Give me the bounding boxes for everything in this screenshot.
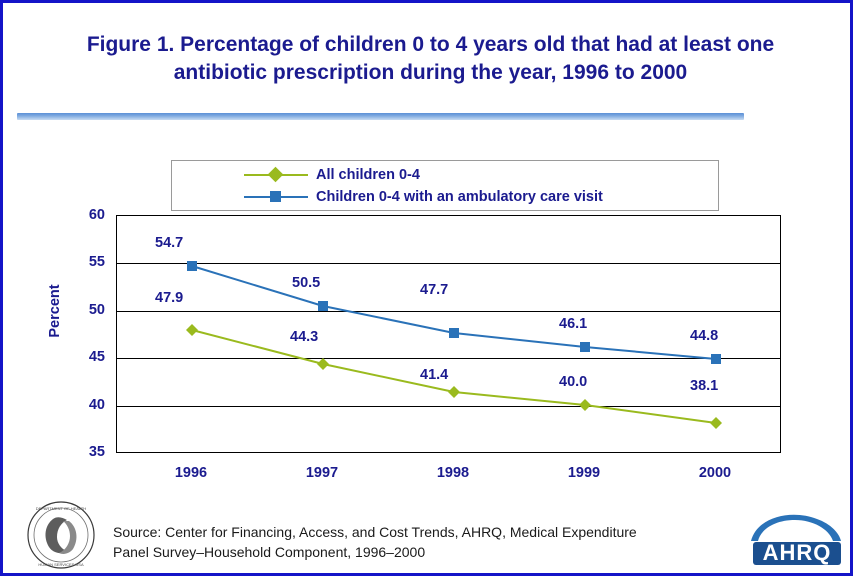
data-label-ambulatory-1998: 47.7 (420, 282, 449, 298)
y-tick-60: 60 (88, 207, 105, 223)
x-tick-2000: 2000 (698, 465, 732, 481)
square-marker-icon (270, 191, 281, 202)
data-point-ambulatory-1999 (580, 342, 590, 352)
data-point-all-children-1998 (448, 386, 460, 398)
data-label-all-children-2000: 38.1 (690, 378, 719, 394)
y-axis-title: Percent (47, 284, 63, 338)
ahrq-wordmark: AHRQ (762, 540, 832, 565)
legend-label-series-0: All children 0-4 (316, 167, 420, 183)
y-tick-50: 50 (88, 302, 105, 318)
data-label-all-children-1996: 47.9 (155, 290, 184, 306)
legend-line-green (244, 165, 308, 185)
diamond-marker-icon (268, 167, 284, 183)
x-tick-1997: 1997 (305, 465, 339, 481)
data-point-all-children-1997 (317, 358, 329, 370)
data-label-all-children-1997: 44.3 (290, 329, 319, 345)
chart-legend (171, 160, 719, 211)
series-line-all-children (192, 328, 719, 423)
series-line-ambulatory (192, 266, 719, 359)
data-point-all-children-2000 (710, 417, 722, 429)
y-tick-35: 35 (88, 444, 105, 460)
data-point-ambulatory-1996 (187, 261, 197, 271)
svg-text:DEPARTMENT OF HEALTH: DEPARTMENT OF HEALTH (35, 506, 87, 511)
data-point-ambulatory-1997 (318, 301, 328, 311)
page-title: Figure 1. Percentage of children 0 to 4 years old that had at least one antibiotic prescription during the year, 1996 to 2000 (86, 33, 775, 84)
y-tick-40: 40 (88, 397, 105, 413)
x-tick-1996: 1996 (174, 465, 208, 481)
source-note (113, 522, 733, 562)
x-tick-1998: 1998 (436, 465, 470, 481)
legend-line-blue (244, 187, 308, 207)
plot-area (116, 215, 781, 453)
data-label-all-children-1998: 41.4 (420, 367, 449, 383)
svg-text:HUMAN SERVICES USA: HUMAN SERVICES USA (38, 562, 84, 567)
source-line-2: Panel Survey–Household Component, 1996–2000 (113, 544, 426, 560)
x-tick-1999: 1999 (567, 465, 601, 481)
data-label-all-children-1999: 40.0 (559, 374, 588, 390)
data-label-ambulatory-1997: 50.5 (292, 275, 321, 291)
y-tick-45: 45 (88, 349, 105, 365)
chart-series-svg (117, 216, 780, 452)
source-line-1: Source: Center for Financing, Access, and Cost Trends, AHRQ, Medical Expenditure (113, 524, 637, 540)
data-point-ambulatory-2000 (711, 354, 721, 364)
ahrq-logo-icon (747, 511, 843, 567)
data-point-all-children-1999 (579, 399, 591, 411)
data-point-ambulatory-1998 (449, 328, 459, 338)
data-label-ambulatory-1996: 54.7 (155, 235, 184, 251)
legend-item-all-children (172, 163, 718, 187)
hhs-seal-icon (23, 499, 99, 571)
title-divider (17, 113, 744, 120)
data-point-all-children-1996 (186, 324, 198, 336)
legend-label-series-1: Children 0-4 with an ambulatory care visit (316, 189, 603, 205)
y-tick-55: 55 (88, 254, 105, 270)
legend-item-ambulatory (172, 185, 718, 209)
data-label-ambulatory-1999: 46.1 (559, 316, 588, 332)
data-label-ambulatory-2000: 44.8 (690, 328, 719, 344)
